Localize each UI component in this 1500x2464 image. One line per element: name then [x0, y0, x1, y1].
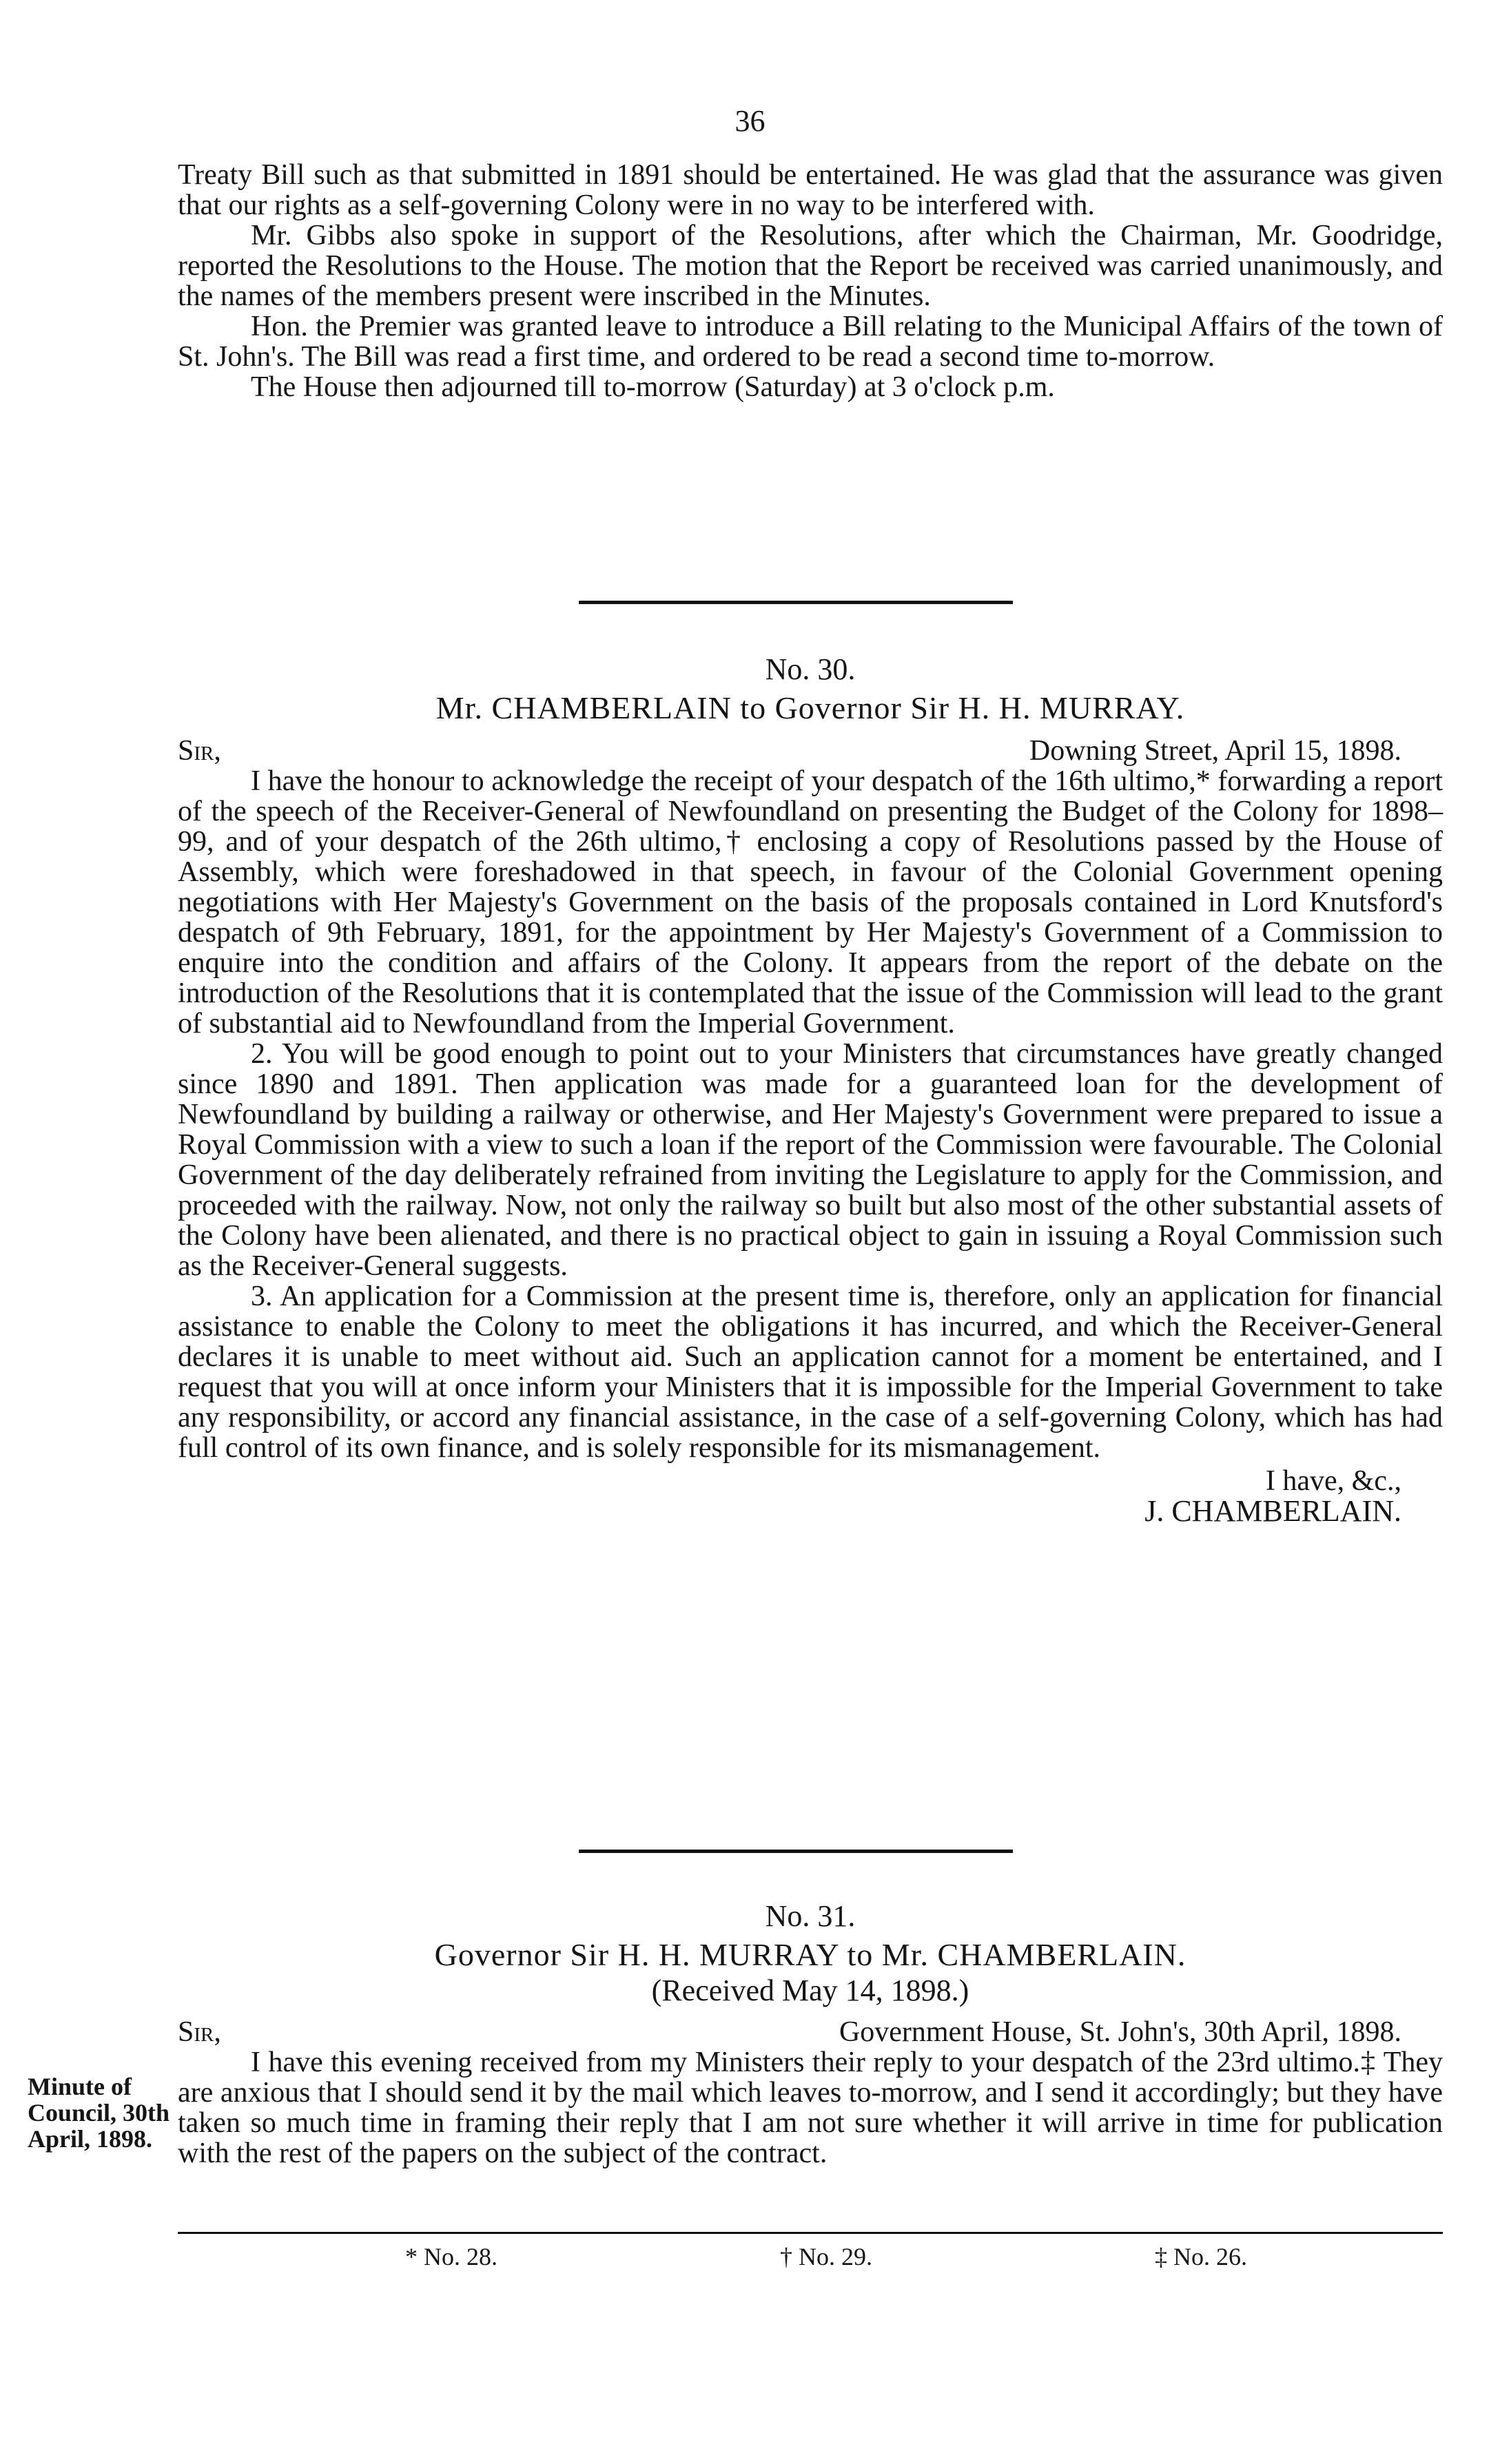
salutation: Sir,: [178, 735, 221, 767]
document-heading: Mr. CHAMBERLAIN to Governor Sir H. H. MURRAY.: [435, 690, 1185, 725]
footnotes: [178, 2242, 1443, 2271]
place-date: Downing Street, April 15, 1898.: [1029, 735, 1401, 767]
footnote-3: ‡ No. 26.: [1155, 2243, 1247, 2270]
intro-paragraph-4: The House then adjourned till to-morrow (Saturday) at 3 o'clock p.m.: [251, 371, 1055, 403]
margin-note: Minute of Council, 30th April, 1898.: [28, 2073, 170, 2153]
salutation: Sir,: [178, 2016, 221, 2048]
signature: J. CHAMBERLAIN.: [1144, 1494, 1401, 1528]
place-date: Government House, St. John's, 30th April, 1898.: [839, 2016, 1401, 2048]
footnote-rule: [178, 2232, 1443, 2234]
received-date: (Received May 14, 1898.): [651, 1974, 969, 2007]
intro-paragraph-2: Mr. Gibbs also spoke in support of the Resolutions, after which the Chairman, Mr. Goodridge, reported the Resolutions to the House. The motion that the Report be received was carried unanimously, and the names of the members present were inscribed in the Minutes.: [178, 220, 1443, 312]
footnote-1: * No. 28.: [405, 2243, 497, 2270]
despatch-no-30: [178, 654, 1443, 1526]
salutation-line: [178, 736, 1443, 766]
document-number: No. 30.: [765, 652, 856, 686]
intro-paragraph-3: Hon. the Premier was granted leave to introduce a Bill relating to the Municipal Affairs of the town of St. John's. The Bill was read a first time, and ordered to be read a second time to-morrow.: [178, 311, 1443, 373]
section-divider-2: [579, 1850, 1013, 1853]
despatch-paragraph-2: 2. You will be good enough to point out to your Ministers that circumstances have greatly changed since 1890 and 1891. Then application was made for a guaranteed loan for the development of Newfoundland by building a railway or otherwise, and Her Majesty's Government were prepared to issue a Royal Commission with a view to such a loan if the report of the Commission were favourable. The Colonial Government of the day deliberately refrained from inviting the Legislature to apply for the Commission, and proceeded with the railway. Now, not only the railway so built but also most of the other substantial assets of the Colony have been alienated, and there is no practical object to gain in issuing a Royal Commission such as the Receiver-General suggests.: [178, 1038, 1443, 1282]
document-heading: Governor Sir H. H. MURRAY to Mr. CHAMBERLAIN.: [434, 1937, 1186, 1972]
document-number: No. 31.: [765, 1899, 856, 1933]
closing: I have, &c.,: [1265, 1465, 1401, 1497]
footnote-2: † No. 29.: [780, 2243, 872, 2270]
page-number: 36: [734, 104, 766, 138]
section-divider-1: [579, 601, 1013, 604]
despatch-paragraph-3: 3. An application for a Commission at the present time is, therefore, only an application for financial assistance to enable the Colony to meet the obligations it has incurred, and which the Receiver-General declares it is unable to meet without aid. Such an application cannot for a moment be entertained, and I request that you will at once inform your Ministers that it is impossible for the Imperial Government to take any responsibility, or accord any financial assistance, in the case of a self-governing Colony, which has had full control of its own finance, and is solely responsible for its mismanagement.: [178, 1281, 1443, 1464]
salutation-line: [178, 2017, 1443, 2047]
despatch-paragraph-1: I have this evening received from my Ministers their reply to your despatch of the 23rd ultimo.‡ They are anxious that I should send it by the mail which leaves to-morrow, and I send it accordingly; but they have taken so much time in framing their reply that I am not sure whether it will arrive in time for publication with the rest of the papers on the subject of the contract.: [178, 2047, 1443, 2169]
despatch-no-31: [178, 1901, 1443, 2168]
intro-paragraph-1: Treaty Bill such as that submitted in 1891 should be entertained. He was glad that the assurance was given that our rights as a self-governing Colony were in no way to be interfered with.: [178, 159, 1443, 221]
intro-section: [178, 160, 1443, 402]
despatch-paragraph-1: I have the honour to acknowledge the receipt of your despatch of the 16th ultimo,* forwarding a report of the speech of the Receiver-General of Newfoundland on presenting the Budget of the Colony for 1898–99, and of your despatch of the 26th ultimo,† enclosing a copy of Resolutions passed by the House of Assembly, which were foreshadowed in that speech, in favour of the Colonial Government opening negotiations with Her Majesty's Government on the basis of the proposals contained in Lord Knutsford's despatch of 9th February, 1891, for the appointment by Her Majesty's Government of a Commission to enquire into the condition and affairs of the Colony. It appears from the report of the debate on the introduction of the Resolutions that it is contemplated that the issue of the Commission will lead to the grant of substantial aid to Newfoundland from the Imperial Government.: [178, 765, 1443, 1039]
